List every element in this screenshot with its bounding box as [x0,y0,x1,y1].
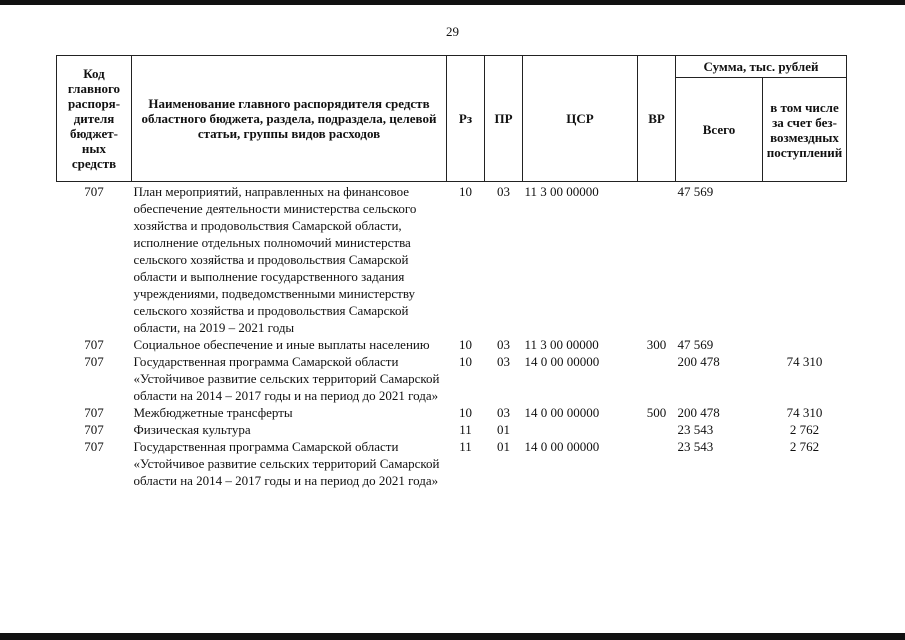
bottom-rule [0,633,905,640]
cell-free [763,182,847,337]
table-row [57,336,847,353]
cell-total: 23 543 [677,422,714,437]
cell-code: 707 [84,354,104,369]
cell-vr [638,353,676,404]
header-rz: Рз [447,56,485,182]
header-pr: ПР [485,56,523,182]
cell-code: 707 [84,439,104,454]
cell-vr [638,421,676,438]
cell-pr: 01 [497,422,510,437]
cell-free: 74 310 [786,405,823,420]
cell-total: 200 478 [677,354,720,369]
cell-rz: 10 [459,354,472,369]
budget-table [56,55,847,489]
table-row [57,404,847,421]
cell-code: 707 [84,422,104,437]
cell-total: 200 478 [677,405,720,420]
cell-rz: 10 [459,184,472,199]
table-row [57,438,847,489]
table-row [57,421,847,438]
cell-total: 47 569 [677,337,714,352]
cell-vr: 500 [646,405,667,420]
cell-csr: 14 0 00 00000 [524,405,600,420]
cell-free: 74 310 [786,354,823,369]
cell-rz: 11 [459,422,472,437]
cell-name: Физическая культура [133,422,251,437]
cell-rz: 10 [459,405,472,420]
cell-code: 707 [84,405,104,420]
table-row [57,182,847,337]
cell-rz: 10 [459,337,472,352]
table-row [57,353,847,404]
top-rule [0,0,905,5]
cell-csr: 11 3 00 00000 [524,337,599,352]
header-free: в том числе за счет без-возмездных поступлений [763,78,847,182]
cell-csr: 14 0 00 00000 [524,439,600,454]
cell-pr: 01 [497,439,510,454]
cell-total: 47 569 [677,184,714,199]
cell-vr: 300 [646,337,667,352]
cell-csr: 14 0 00 00000 [524,354,600,369]
cell-rz: 11 [459,439,472,454]
cell-pr: 03 [497,337,510,352]
cell-name: План мероприятий, направленных на финансовое обеспечение деятельности министерства сельского хозяйства и продовольствия Самарской области, исполнение отдельных полномочий министерства сельского хозяйства и продовольствия Самарской области и выполнение государственного задания учреждениями, подведомственными министерству сельского хозяйства и продовольствия Самарской области, на 2019 – 2021 годы [133,184,417,335]
cell-free: 2 762 [789,422,820,437]
cell-pr: 03 [497,184,510,199]
cell-csr [523,421,638,438]
cell-csr: 11 3 00 00000 [524,184,599,199]
cell-name: Социальное обеспечение и иные выплаты населению [133,337,430,352]
cell-name: Межбюджетные трансферты [133,405,293,420]
cell-name: Государственная программа Самарской области «Устойчивое развитие сельских территорий Самарской области на 2014 – 2017 годы и на период до 2021 года» [133,439,440,488]
header-total: Всего [676,78,763,182]
page-number: 29 [446,24,459,39]
cell-name: Государственная программа Самарской области «Устойчивое развитие сельских территорий Самарской области на 2014 – 2017 годы и на период до 2021 года» [133,354,440,403]
cell-code: 707 [84,337,104,352]
header-code: Код главного распоря-дителя бюджет-ных средств [57,56,132,182]
header-name: Наименование главного распорядителя средств областного бюджета, раздела, подраздела, целевой статьи, группы видов расходов [132,56,447,182]
header-sum: Сумма, тыс. рублей [676,56,847,78]
cell-pr: 03 [497,405,510,420]
cell-vr [638,438,676,489]
cell-free: 2 762 [789,439,820,454]
header-vr: ВР [638,56,676,182]
cell-vr [638,182,676,337]
cell-total: 23 543 [677,439,714,454]
header-csr: ЦСР [523,56,638,182]
cell-pr: 03 [497,354,510,369]
cell-code: 707 [84,184,104,199]
cell-free [763,336,847,353]
